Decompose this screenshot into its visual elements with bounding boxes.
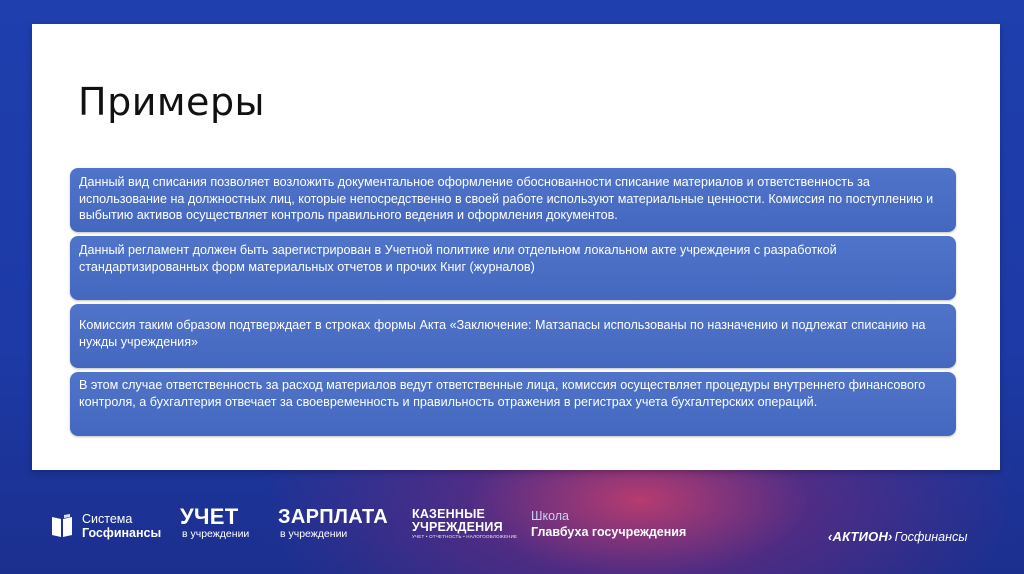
book-icon: [50, 513, 74, 539]
slide-title: Примеры: [78, 80, 266, 124]
brand-kazennye-tagline: УЧЕТ • ОТЧЕТНОСТЬ • НАЛОГООБЛОЖЕНИЕ: [412, 534, 518, 539]
footer-brands: [0, 496, 1024, 574]
brand-kazennye: [412, 508, 517, 541]
brand-gosfinansy-line2: Госфинансы: [82, 526, 162, 540]
brand-uchet-subtitle: в учреждении: [182, 528, 250, 540]
brand-school-line2: Главбуха госучреждения: [531, 525, 687, 539]
brand-aktion-sub: Госфинансы: [894, 530, 968, 544]
brand-kazennye-line2: УЧРЕЖДЕНИЯ: [412, 519, 503, 534]
brand-aktion: [828, 529, 967, 544]
brand-gosfinansy: [50, 512, 161, 540]
brand-zarplata-title: ЗАРПЛАТА: [278, 506, 388, 528]
brand-school-line1: Школа: [531, 509, 569, 523]
list-item: В этом случае ответственность за расход материалов ведут ответственные лица, комиссия осуществляет процедуры внутреннего финансового контроля, а бухгалтерия отвечает за своевременность и правильность отражения в регистрах учета бухгалтерских операций.: [70, 372, 956, 436]
brand-gosfinansy-line1: Система: [82, 512, 133, 526]
examples-list: [70, 168, 956, 436]
brand-school: [531, 508, 686, 540]
brand-uchet: [180, 506, 249, 540]
list-item: Комиссия таким образом подтверждает в строках формы Акта «Заключение: Матзапасы использованы по назначению и подлежат списанию на нужды учреждения»: [70, 304, 956, 368]
brand-aktion-logo: ‹АКТИОН›: [828, 529, 893, 544]
brand-zarplata-subtitle: в учреждении: [280, 528, 348, 540]
slide-canvas: [32, 24, 1000, 470]
list-item: Данный вид списания позволяет возложить документальное оформление обоснованности списание материалов и ответственность за использование на должностных лиц, которые непосредственно в своей работе используют материальные ценности. Комиссия по поступлению и выбытию активов осуществляет контроль правильного ведения и оформления документов.: [70, 168, 956, 232]
list-item: Данный регламент должен быть зарегистрирован в Учетной политике или отдельном локальном акте учреждения с разработкой стандартизированных форм материальных отчетов и прочих Книг (журналов): [70, 236, 956, 300]
brand-uchet-title: УЧЕТ: [180, 504, 239, 529]
brand-kazennye-line1: КАЗЕННЫЕ: [412, 507, 486, 521]
brand-zarplata: [278, 506, 388, 540]
